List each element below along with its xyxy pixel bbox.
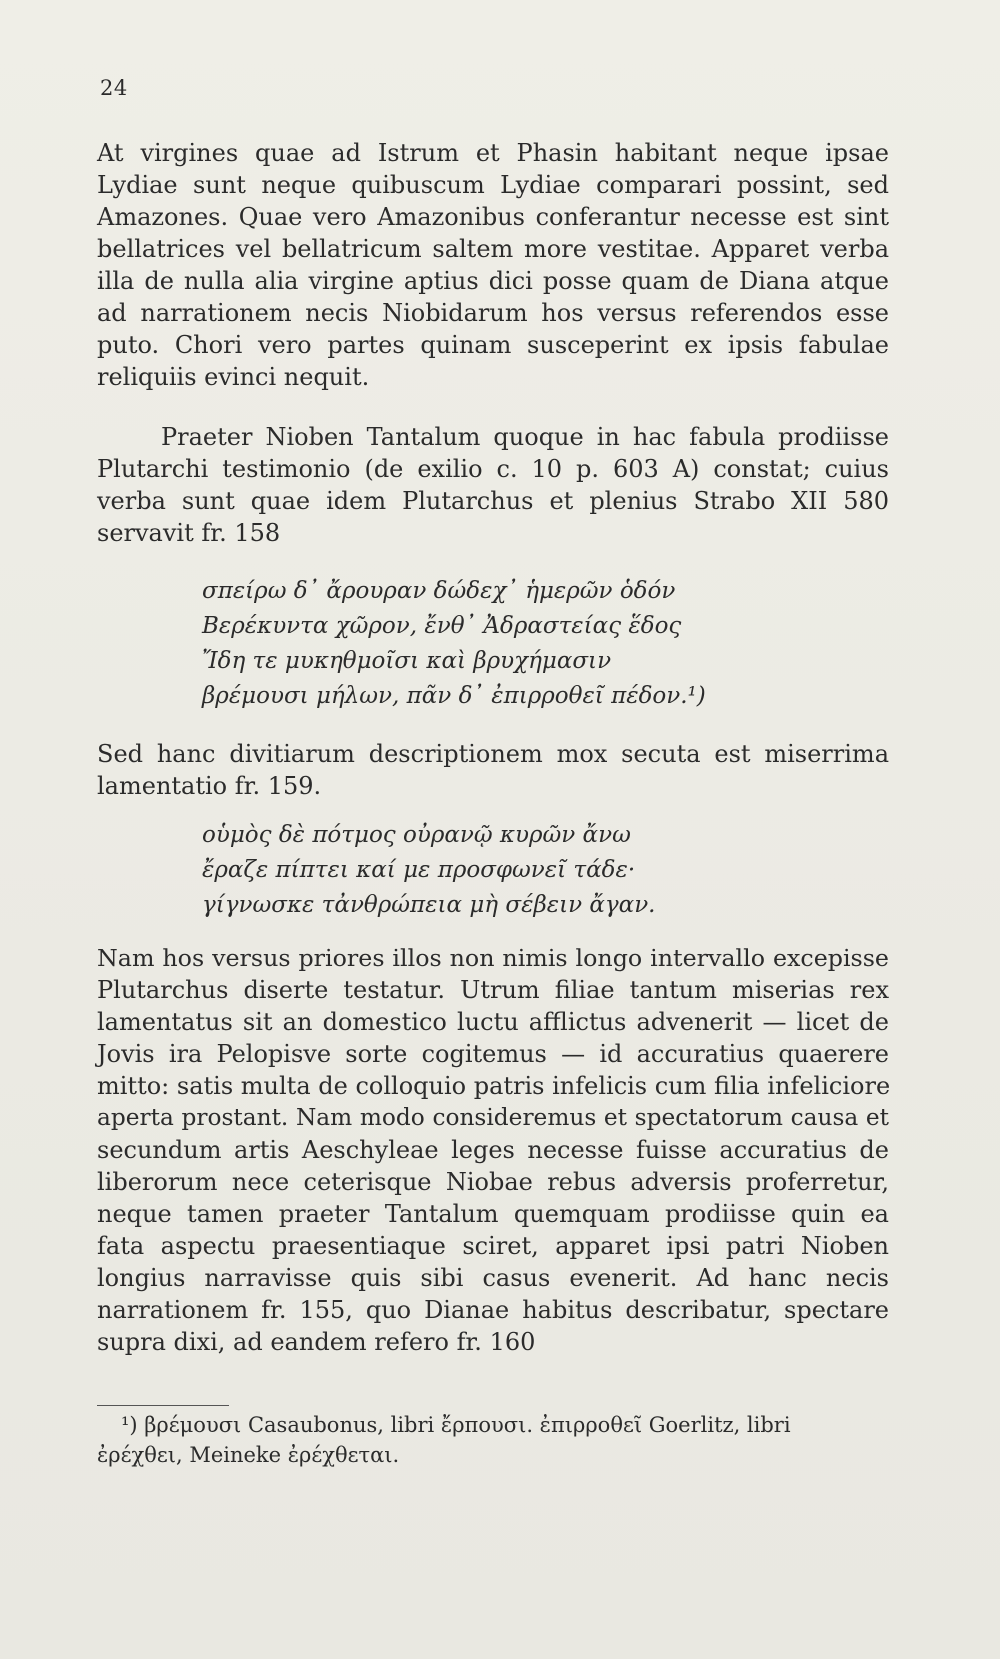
text-line: mitto: satis multa de colloquio patris infelicis cum filia infeliciore bbox=[97, 1072, 891, 1100]
text-line: Lydiae sunt neque quibuscum Lydiae comparari possint, sed bbox=[97, 171, 889, 199]
text-line: Jovis ira Pelopisve sorte cogitemus — id accuratius quaerere bbox=[97, 1040, 889, 1068]
text-line: liberorum nece ceterisque Niobae rebus adversis proferretur, bbox=[97, 1168, 889, 1196]
text-line: At virgines quae ad Istrum et Phasin habitant neque ipsae bbox=[97, 139, 889, 167]
footnote-separator bbox=[97, 1405, 229, 1406]
text-line: narrationem fr. 155, quo Dianae habitus describatur, spectare bbox=[97, 1296, 889, 1324]
text-line: puto. Chori vero partes quinam susceperint ex ipsis fabulae bbox=[97, 331, 889, 359]
text-line: bellatrices vel bellatricum saltem more vestitae. Apparet verba bbox=[97, 235, 889, 263]
greek-verse-2 bbox=[202, 818, 822, 923]
text-line: fata aspectu praesentiaque sciret, apparet ipsi patri Nioben bbox=[97, 1232, 889, 1260]
text-line: Plutarchi testimonio (de exilio c. 10 p. 603 A) constat; cuius bbox=[97, 455, 889, 483]
greek-verse-1 bbox=[202, 574, 822, 714]
text-line: secundum artis Aeschyleae leges necesse fuisse accuratius de bbox=[97, 1136, 889, 1164]
text-line: Plutarchus diserte testatur. Utrum filiae tantum miserias rex bbox=[97, 976, 889, 1004]
text-line: ad narrationem necis Niobidarum hos versus referendos esse bbox=[97, 299, 889, 327]
verse-line: Ἴδη τε μυκηθμοῖσι καὶ βρυχήμασιν bbox=[202, 648, 612, 674]
text-line: lamentatus sit an domestico luctu afflictus advenerit — licet de bbox=[97, 1008, 889, 1036]
text-line: longius narravisse quis sibi casus evenerit. Ad hanc necis bbox=[97, 1264, 889, 1292]
page-number: 24 bbox=[100, 76, 128, 100]
verse-line: Βερέκυντα χῶρον, ἔνθ᾽ Ἀδραστείας ἕδος bbox=[202, 613, 682, 639]
paragraph-3 bbox=[97, 738, 889, 802]
verse-line: γίγνωσκε τἀνθρώπεια μὴ σέβειν ἄγαν. bbox=[202, 892, 656, 918]
text-line: illa de nulla alia virgine aptius dici posse quam de Diana atque bbox=[97, 267, 889, 295]
verse-line: βρέμουσι μήλων, πᾶν δ᾽ ἐπιρροθεῖ πέδον.¹) bbox=[202, 683, 706, 709]
text-line: Praeter Nioben Tantalum quoque in hac fabula prodiisse bbox=[161, 423, 889, 451]
paragraph-2 bbox=[97, 421, 889, 549]
paragraph-4 bbox=[97, 942, 889, 1358]
footnote-line: ἐρέχθει, Meineke ἐρέχθεται. bbox=[97, 1443, 400, 1467]
verse-line: ἔραζε πίπτει καί με προσφωνεῖ τάδε· bbox=[202, 857, 636, 883]
text-line: verba sunt quae idem Plutarchus et plenius Strabo XII 580 bbox=[97, 487, 889, 515]
paragraph-1 bbox=[97, 137, 889, 393]
text-line: servavit fr. 158 bbox=[97, 519, 281, 547]
footnote-line bbox=[97, 1410, 889, 1440]
text-line: aperta prostant. Nam modo consideremus et spectatorum causa et bbox=[97, 1104, 889, 1131]
footnote-text: ¹) βρέμουσι Casaubonus, libri ἔρπουσι. ἐπιρροθεῖ Goerlitz, libri bbox=[121, 1413, 791, 1437]
verse-line: σπείρω δ᾽ ἄρουραν δώδεχ᾽ ἡμερῶν ὁδόν bbox=[202, 578, 676, 604]
text-line: Amazones. Quae vero Amazonibus conferantur necesse est sint bbox=[97, 203, 889, 231]
text-line: supra dixi, ad eandem refero fr. 160 bbox=[97, 1328, 536, 1356]
text-line: lamentatio fr. 159. bbox=[97, 772, 322, 800]
text-line: neque tamen praeter Tantalum quemquam prodiisse quin ea bbox=[97, 1200, 889, 1228]
text-line: reliquiis evinci nequit. bbox=[97, 363, 370, 391]
verse-line: οὑμὸς δὲ πότμος οὐρανῷ κυρῶν ἄνω bbox=[202, 822, 631, 848]
text-line: Nam hos versus priores illos non nimis longo intervallo excepisse bbox=[97, 944, 889, 972]
text-line: Sed hanc divitiarum descriptionem mox secuta est miserrima bbox=[97, 740, 889, 768]
footnote bbox=[97, 1410, 889, 1470]
